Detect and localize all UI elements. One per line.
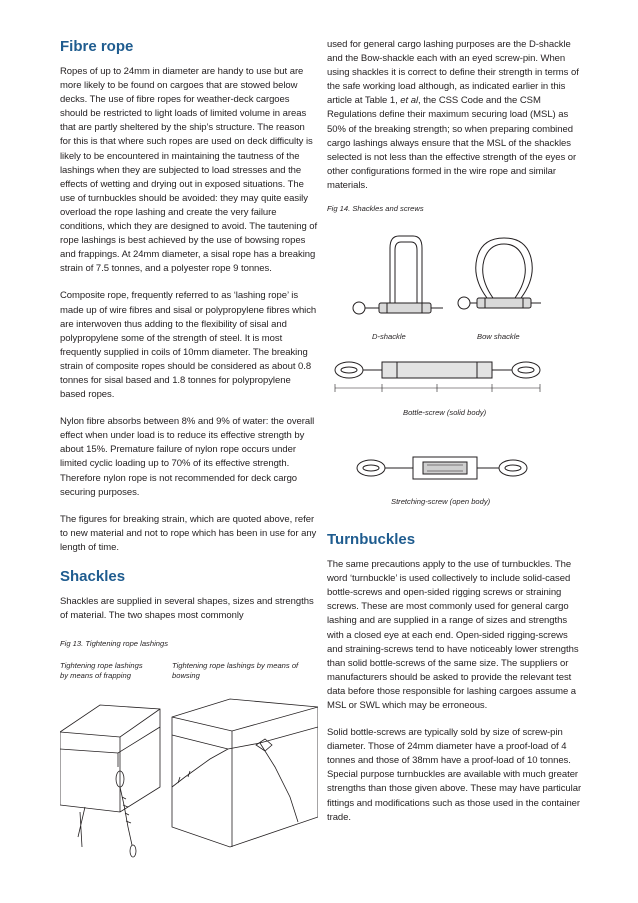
- heading-shackles: Shackles: [60, 568, 126, 585]
- label-stretching-screw: Stretching-screw (open body): [391, 497, 491, 507]
- fig13-label-frapping: Tightening rope lashings by means of frapping: [60, 661, 143, 681]
- fig13-caption: Fig 13. Tightening rope lashings: [60, 639, 168, 649]
- left-column: [60, 38, 318, 861]
- paragraph: The same precautions apply to the use of turnbuckles. The word ‘turnbuckle’ is used collectively to include solid-cased bottle-screws and open-sided rigging screws or straining screws. These are most commonly used for general cargo lashing and are supplied in a range of sizes and strengths with a closed eye at each end. Open-sided rigging-screws and straining-screws tend to have noticeably lower strengths than solid bottle-screws of the same size. The suppliers or manufacturers should be asked to provide the relevant test data before those responsible for lashing cargoes assume a MSL or SWL which may be erroneous.: [327, 559, 579, 711]
- bottle-screw-illustration: [327, 348, 585, 403]
- paragraph: Composite rope, frequently referred to as ‘lashing rope’ is made up of wire fibres and sisal or polypropylene fibres which are interwoven thus adding to the flexibility of sisal and polypropylene some of the strength of steel. It is most frequently supplied in coils of 10mm diameter. The breaking strain of composite ropes should be considered as about 0.8 tonnes for sisal based and 1.8 tonnes for polypropylene based ropes.: [60, 290, 317, 401]
- label-bottle-screw: Bottle-screw (solid body): [403, 408, 487, 418]
- label-dshackle: D-shackle: [372, 332, 406, 342]
- paragraph: The figures for breaking strain, which are quoted above, refer to new material and not to rope which has been in use for any length of time.: [60, 513, 317, 553]
- fig13: [60, 661, 318, 861]
- shackles-illustration: [327, 218, 585, 328]
- paragraph: [327, 38, 585, 193]
- paragraph: Shackles are supplied in several shapes, sizes and strengths of material. The two shapes most commonly: [60, 596, 314, 622]
- label-bowshackle: Bow shackle: [477, 332, 520, 342]
- stretching-screw-illustration: [327, 443, 585, 493]
- fig14-caption: Fig 14. Shackles and screws: [327, 204, 424, 214]
- right-column: [327, 38, 585, 825]
- paragraph: Solid bottle-screws are typically sold by size of screw-pin diameter. Those of 24mm diameter have a proof-load of 4 tonnes and those of 38mm have a proof-load of 10 tonnes. Special purpose turnbuckles are available with much greater strengths than those given above. These may have particular fittings and modifications such as those used in the container trade.: [327, 727, 582, 823]
- paragraph-text: , the CSS Code and the CSM Regulations define their maximum securing load (MSL) as 50% of the breaking strength; so when preparing combined cargo lashings always ensure that the MSL of the shackles selected is not less than the effective strength of the eyes or other configurations formed in the wire rope and similar materials.: [327, 95, 577, 191]
- paragraph: Nylon fibre absorbs between 8% and 9% of water: the overall effect when under load is to reduce its effective strength by about 15%. Premature failure of nylon rope occurs under limited cyclic loading up to 70% of its effective strength. Therefore nylon rope is not recommended for deck cargo securing purposes.: [60, 416, 315, 498]
- paragraph-text: used for general cargo lashing purposes are the D-shackle and the Bow-shackle each with an eyed screw-pin. When using shackles it is correct to define their strength in terms of the safe working load although, as indicated earlier in this article at Table 1,: [327, 39, 579, 107]
- fig14: [327, 218, 585, 523]
- paragraph-italic: et al: [400, 95, 419, 107]
- rope-lashing-illustration: [60, 687, 318, 872]
- fig13-label-bowsing: Tightening rope lashings by means of bowsing: [172, 661, 299, 681]
- paragraph: Ropes of up to 24mm in diameter are handy to use but are more likely to be found on cargoes that are stowed below decks. The use of fibre ropes for weather-deck cargoes should be restricted to light loads of limited volume in areas that are partly sheltered by the ship’s structure. The reason for this is that where such ropes are used on deck difficulty is likely to be encountered in maintaining the tautness of the lashings when they are subjected to load stresses and the effects of wetting and drying out in exposed situations. The use of turnbuckles should be avoided: they may quite easily overload the rope lashing and create the very failure conditions, which they are designed to avoid. The tautening of rope lashings is best achieved by the use of bowsing ropes and frappings. At 24mm diameter, a sisal rope has a breaking strain of 7.5 tonnes, and a polyester rope 9 tonnes.: [60, 66, 318, 275]
- heading-turnbuckles: Turnbuckles: [327, 531, 416, 549]
- heading-fibre-rope: Fibre rope: [60, 38, 134, 55]
